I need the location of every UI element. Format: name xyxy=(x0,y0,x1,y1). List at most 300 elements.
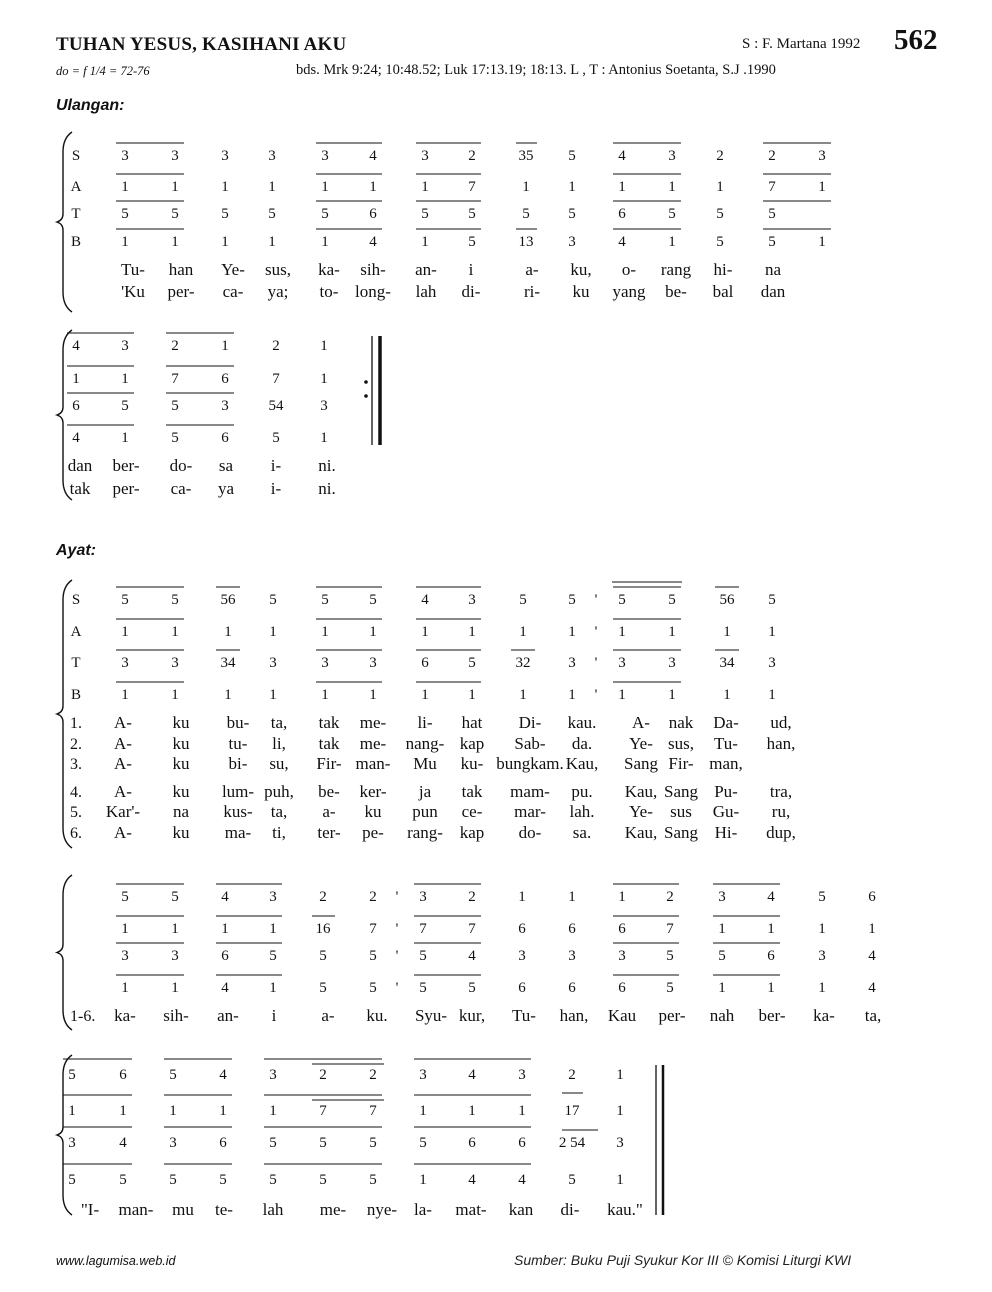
note-b: 1 xyxy=(818,234,826,250)
note-s: 5 xyxy=(269,592,277,608)
note-b: 5 xyxy=(219,1172,227,1188)
lyric: Sang xyxy=(624,754,658,773)
note-b: 1 xyxy=(568,687,576,703)
lyric: ta, xyxy=(270,802,288,821)
note-t: 5 xyxy=(269,1135,277,1151)
lyric: ku xyxy=(364,802,382,821)
note-t: 6 xyxy=(767,948,775,964)
lyric: ni. xyxy=(318,456,336,475)
lyric: ri- xyxy=(523,282,541,301)
note-t: 4 xyxy=(119,1135,127,1151)
note-a: 1 xyxy=(568,179,576,195)
lyric: man- xyxy=(355,754,391,773)
lyric: ca- xyxy=(170,479,192,498)
lyric: han, xyxy=(559,1006,589,1025)
note-t: 5 xyxy=(121,398,129,414)
lyric: o- xyxy=(621,260,637,279)
lyric: rang- xyxy=(407,823,443,842)
note-t: 5 xyxy=(718,948,726,964)
lyric: sa xyxy=(218,456,234,475)
verse-number: 2. xyxy=(70,736,82,753)
note-a: 6 xyxy=(221,371,229,387)
brace-system-4 xyxy=(57,875,72,1030)
note-b: 5 xyxy=(369,980,377,996)
note-a: 1 xyxy=(321,624,329,640)
note-b: 1 xyxy=(616,1172,624,1188)
note-b: 1 xyxy=(723,687,731,703)
lyric: sus, xyxy=(265,260,291,279)
note-b: 1 xyxy=(419,1172,427,1188)
note-a: 1 xyxy=(121,371,129,387)
note-t: 6 xyxy=(221,948,229,964)
lyric: nang- xyxy=(405,734,445,753)
note-t: 4 xyxy=(868,948,876,964)
note-a: 1 xyxy=(768,624,776,640)
note-a: 1 xyxy=(221,179,229,195)
note-s: 3 xyxy=(269,889,277,905)
note-a: 1 xyxy=(723,624,731,640)
lyric: puh, xyxy=(264,782,294,801)
scripture-references: bds. Mrk 9:24; 10:48.52; Luk 17:13.19; 18:13. L , T : Antonius Soetanta, S.J .1990 xyxy=(296,62,776,78)
lyric: sus xyxy=(670,802,692,821)
note-a: 1 xyxy=(421,624,429,640)
lyric: tak xyxy=(318,713,340,732)
note-t: 5 xyxy=(369,1135,377,1151)
lyric: per- xyxy=(112,479,140,498)
note-b: 1 xyxy=(818,980,826,996)
note-s: 1 xyxy=(618,889,626,905)
note-s: 5 xyxy=(568,148,576,164)
lyric: a- xyxy=(525,260,539,279)
note-b: 5 xyxy=(169,1172,177,1188)
lyric: ber- xyxy=(758,1006,786,1025)
note-s: 4 xyxy=(219,1067,227,1083)
note-s: 3 xyxy=(221,148,229,164)
note-a: 7 xyxy=(319,1103,327,1119)
lyric: sih- xyxy=(360,260,386,279)
lyric: tak xyxy=(461,782,483,801)
note-b: 5 xyxy=(468,234,476,250)
note-s: 3 xyxy=(718,889,726,905)
lyric: ca- xyxy=(222,282,244,301)
note-s: 3 xyxy=(468,592,476,608)
note-s: 2 xyxy=(768,148,776,164)
note-s: ' xyxy=(594,592,598,608)
lyric: ja xyxy=(418,782,432,801)
note-a: 1 xyxy=(716,179,724,195)
lyric: bungkam. xyxy=(496,754,564,773)
note-a: 7 xyxy=(468,921,476,937)
note-a: 1 xyxy=(269,624,277,640)
lyric: me- xyxy=(319,1200,347,1219)
note-b: 1 xyxy=(171,234,179,250)
note-a: 1 xyxy=(818,921,826,937)
note-s: 3 xyxy=(421,148,429,164)
note-t: 3 xyxy=(768,655,776,671)
note-t: 3 xyxy=(121,948,129,964)
note-a: 7 xyxy=(272,371,280,387)
note-a: 1 xyxy=(121,624,129,640)
note-b: 5 xyxy=(666,980,674,996)
note-t: 6 xyxy=(369,206,377,222)
note-a: 17 xyxy=(564,1103,580,1119)
note-s: 2 xyxy=(272,338,280,354)
lyric: A- xyxy=(114,823,132,842)
note-a: 1 xyxy=(419,1103,427,1119)
lyric: Di- xyxy=(518,713,542,732)
note-b: 6 xyxy=(568,980,576,996)
note-a: 7 xyxy=(419,921,427,937)
note-t: 3 xyxy=(568,655,576,671)
refrain-label: Ulangan: xyxy=(56,97,125,114)
note-b: 6 xyxy=(618,980,626,996)
lyric: dup, xyxy=(766,823,796,842)
lyric: ku, xyxy=(570,260,592,279)
lyric: nye- xyxy=(366,1200,398,1219)
note-a: 7 xyxy=(666,921,674,937)
note-t: 5 xyxy=(666,948,674,964)
note-s: 4 xyxy=(468,1067,476,1083)
lyric: kan xyxy=(508,1200,534,1219)
note-b: 5 xyxy=(319,1172,327,1188)
note-a: 1 xyxy=(616,1103,624,1119)
lyric: kau." xyxy=(607,1200,643,1219)
lyric: Gu- xyxy=(712,802,740,821)
note-s: 5 xyxy=(321,592,329,608)
note-b: 13 xyxy=(518,234,534,250)
lyric: an- xyxy=(217,1006,239,1025)
note-s: 56 xyxy=(220,592,236,608)
note-a: 7 xyxy=(171,371,179,387)
lyric: man, xyxy=(709,754,743,773)
note-a: 1 xyxy=(121,921,129,937)
lyric: ni. xyxy=(318,479,336,498)
lyric: tak xyxy=(318,734,340,753)
lyric: di- xyxy=(461,282,481,301)
lyric: pe- xyxy=(362,823,384,842)
lyric: per- xyxy=(658,1006,686,1025)
lyric: Hi- xyxy=(714,823,738,842)
note-t: 3 xyxy=(269,655,277,671)
voice-label-b: B xyxy=(70,234,82,250)
note-b: 1 xyxy=(171,980,179,996)
note-s: 5 xyxy=(171,889,179,905)
note-b: 1 xyxy=(269,687,277,703)
lyric: hi- xyxy=(713,260,733,279)
note-s: 4 xyxy=(221,889,229,905)
lyric: ku xyxy=(172,823,190,842)
lyric: yang xyxy=(612,282,646,301)
lyric: long- xyxy=(355,282,391,301)
note-s: 5 xyxy=(171,592,179,608)
note-t: 5 xyxy=(716,206,724,222)
note-s: 2 xyxy=(568,1067,576,1083)
note-b: 1 xyxy=(268,234,276,250)
lyric: Syu- xyxy=(414,1006,448,1025)
note-t: 3 xyxy=(616,1135,624,1151)
note-t: 5 xyxy=(419,948,427,964)
note-b: 4 xyxy=(868,980,876,996)
note-a: 1 xyxy=(219,1103,227,1119)
lyric: Fir- xyxy=(668,754,694,773)
lyric: mat- xyxy=(455,1200,487,1219)
note-s: 6 xyxy=(119,1067,127,1083)
lyric: Sang xyxy=(664,782,698,801)
note-s: 56 xyxy=(719,592,735,608)
note-b: 1 xyxy=(768,687,776,703)
note-a: 1 xyxy=(269,921,277,937)
lyric: be- xyxy=(318,782,340,801)
lyric: Sab- xyxy=(514,734,546,753)
note-b: 1 xyxy=(421,234,429,250)
lyric: Kau, xyxy=(565,754,599,773)
note-b: 5 xyxy=(468,980,476,996)
lyric: li, xyxy=(272,734,286,753)
note-b: 1 xyxy=(321,687,329,703)
lyric: Sang xyxy=(664,823,698,842)
lyric: kap xyxy=(459,734,485,753)
lyric: kus- xyxy=(223,802,253,821)
note-b: 5 xyxy=(269,1172,277,1188)
note-b: 1 xyxy=(468,687,476,703)
lyric: tra, xyxy=(769,782,793,801)
verse-number: 3. xyxy=(70,756,82,773)
note-t: ' xyxy=(395,948,399,964)
lyric: han xyxy=(168,260,194,279)
note-s: 5 xyxy=(121,889,129,905)
note-a: 1 xyxy=(369,624,377,640)
note-s: 2 xyxy=(716,148,724,164)
song-number: 562 xyxy=(894,24,938,56)
note-s: 5 xyxy=(568,592,576,608)
note-s: 5 xyxy=(369,592,377,608)
note-t: 3 xyxy=(171,948,179,964)
lyric: sus, xyxy=(668,734,694,753)
lyric: kur, xyxy=(458,1006,486,1025)
lyric: an- xyxy=(415,260,437,279)
lyric: kau. xyxy=(567,713,597,732)
lyric: ku- xyxy=(460,754,484,773)
note-t: 5 xyxy=(421,206,429,222)
note-s: 5 xyxy=(668,592,676,608)
lyric: A- xyxy=(114,734,132,753)
note-s: 2 xyxy=(666,889,674,905)
note-t: 34 xyxy=(220,655,236,671)
lyric: ya; xyxy=(267,282,289,301)
lyric: ku. xyxy=(366,1006,388,1025)
note-s: 3 xyxy=(818,148,826,164)
lyric: nah xyxy=(709,1006,735,1025)
verse-number: 6. xyxy=(70,825,82,842)
note-t: 3 xyxy=(171,655,179,671)
lyric: ya xyxy=(217,479,235,498)
lyric: ka- xyxy=(318,260,340,279)
note-t: 5 xyxy=(319,948,327,964)
note-s: ' xyxy=(395,889,399,905)
note-s: 3 xyxy=(268,148,276,164)
note-s: 3 xyxy=(321,148,329,164)
lyric: A- xyxy=(114,713,132,732)
note-b: 5 xyxy=(119,1172,127,1188)
lyric: ta, xyxy=(270,713,288,732)
note-s: 5 xyxy=(768,592,776,608)
note-b: 4 xyxy=(518,1172,526,1188)
lyric: ka- xyxy=(114,1006,136,1025)
lyric: ce- xyxy=(461,802,483,821)
lyric: A- xyxy=(632,713,650,732)
note-a: 6 xyxy=(618,921,626,937)
note-b: 5 xyxy=(716,234,724,250)
note-b: 6 xyxy=(221,430,229,446)
note-a: 1 xyxy=(171,179,179,195)
note-t: 5 xyxy=(171,398,179,414)
note-b: 6 xyxy=(518,980,526,996)
lyric: Ye- xyxy=(629,802,653,821)
lyric: to- xyxy=(319,282,339,301)
note-s: 3 xyxy=(121,148,129,164)
verse-number: 5. xyxy=(70,804,82,821)
lyric: "I- xyxy=(80,1200,100,1219)
note-b: 4 xyxy=(72,430,80,446)
lyric: dan xyxy=(760,282,786,301)
note-s: 6 xyxy=(868,889,876,905)
voice-label-a: A xyxy=(70,624,82,640)
lyric: Tu- xyxy=(121,260,145,279)
tempo-marking: do = f 1/4 = 72-76 xyxy=(56,64,150,78)
lyric: dan xyxy=(67,456,93,475)
note-s: 1 xyxy=(518,889,526,905)
lyric: Ye- xyxy=(629,734,653,753)
note-a: 7 xyxy=(768,179,776,195)
note-a: 7 xyxy=(369,1103,377,1119)
lyric: sa. xyxy=(572,823,592,842)
note-b: 4 xyxy=(221,980,229,996)
note-a: 1 xyxy=(369,179,377,195)
note-b: 1 xyxy=(718,980,726,996)
lyric: i- xyxy=(270,479,282,498)
lyric: tak xyxy=(69,479,91,498)
note-a: 1 xyxy=(224,624,232,640)
lyric: hat xyxy=(461,713,483,732)
note-t: 5 xyxy=(768,206,776,222)
lyric: bu- xyxy=(226,713,250,732)
note-t: 5 xyxy=(468,206,476,222)
note-b: 1 xyxy=(224,687,232,703)
note-t: 3 xyxy=(668,655,676,671)
lyric: do- xyxy=(518,823,542,842)
website-credit: www.lagumisa.web.id xyxy=(56,1254,176,1268)
lyric: i- xyxy=(270,456,282,475)
note-t: 3 xyxy=(618,948,626,964)
lyric: di- xyxy=(560,1200,580,1219)
note-a: 6 xyxy=(518,921,526,937)
note-s: 2 xyxy=(468,148,476,164)
note-b: ' xyxy=(594,687,598,703)
lyric: man- xyxy=(118,1200,154,1219)
note-s: 5 xyxy=(618,592,626,608)
lyric: ti, xyxy=(272,823,286,842)
note-s: 2 xyxy=(319,889,327,905)
note-t: 5 xyxy=(269,948,277,964)
lyric: per- xyxy=(167,282,195,301)
note-b: 3 xyxy=(568,234,576,250)
note-a: 1 xyxy=(522,179,530,195)
note-t: 3 xyxy=(369,655,377,671)
note-b: 1 xyxy=(519,687,527,703)
lyric: ku xyxy=(572,282,590,301)
note-s: 4 xyxy=(369,148,377,164)
note-a: 1 xyxy=(119,1103,127,1119)
note-a: 1 xyxy=(618,624,626,640)
note-s: 2 xyxy=(468,889,476,905)
note-t: 34 xyxy=(719,655,735,671)
lyric: 'Ku xyxy=(121,282,145,301)
lyric: nak xyxy=(668,713,694,732)
note-t: 5 xyxy=(221,206,229,222)
note-t: 6 xyxy=(72,398,80,414)
lyric: ku xyxy=(172,782,190,801)
lyric: Kau xyxy=(607,1006,637,1025)
note-a: 1 xyxy=(171,921,179,937)
note-a: 1 xyxy=(421,179,429,195)
lyric: na xyxy=(172,802,190,821)
lyric: kap xyxy=(459,823,485,842)
note-a: 7 xyxy=(468,179,476,195)
note-b: 5 xyxy=(171,430,179,446)
note-a: 1 xyxy=(68,1103,76,1119)
note-t: 5 xyxy=(268,206,276,222)
lyric: be- xyxy=(665,282,687,301)
note-s: 3 xyxy=(668,148,676,164)
lyric: te- xyxy=(215,1200,233,1219)
note-s: 5 xyxy=(818,889,826,905)
note-a: 1 xyxy=(767,921,775,937)
note-s: 5 xyxy=(519,592,527,608)
verse-number: 1-6. xyxy=(70,1008,96,1025)
lyric: rang xyxy=(660,260,692,279)
note-t: 5 xyxy=(568,206,576,222)
note-a: 1 xyxy=(169,1103,177,1119)
note-s: 1 xyxy=(320,338,328,354)
note-a: 1 xyxy=(269,1103,277,1119)
note-t: 5 xyxy=(522,206,530,222)
note-t: 4 xyxy=(468,948,476,964)
note-s: 3 xyxy=(419,1067,427,1083)
note-t: 5 xyxy=(668,206,676,222)
lyric: bi- xyxy=(228,754,248,773)
note-a: 1 xyxy=(468,624,476,640)
lyric: i xyxy=(468,260,474,279)
note-b: 1 xyxy=(421,687,429,703)
note-b: 1 xyxy=(221,234,229,250)
note-b: 5 xyxy=(768,234,776,250)
lyric: ru, xyxy=(771,802,791,821)
note-t: 3 xyxy=(618,655,626,671)
song-title: TUHAN YESUS, KASIHANI AKU xyxy=(56,34,347,55)
composer-credit: S : F. Martana 1992 xyxy=(742,36,861,52)
note-t: 2 54 xyxy=(558,1135,586,1151)
lyric: ta, xyxy=(864,1006,882,1025)
note-t: 32 xyxy=(515,655,531,671)
lyric: Ye- xyxy=(221,260,245,279)
voice-label-b: B xyxy=(70,687,82,703)
lyric: lah xyxy=(262,1200,284,1219)
lyric: lah xyxy=(415,282,437,301)
note-t: 3 xyxy=(68,1135,76,1151)
note-a: 1 xyxy=(818,179,826,195)
lyric: pu. xyxy=(571,782,593,801)
voice-label-s: S xyxy=(71,592,81,608)
